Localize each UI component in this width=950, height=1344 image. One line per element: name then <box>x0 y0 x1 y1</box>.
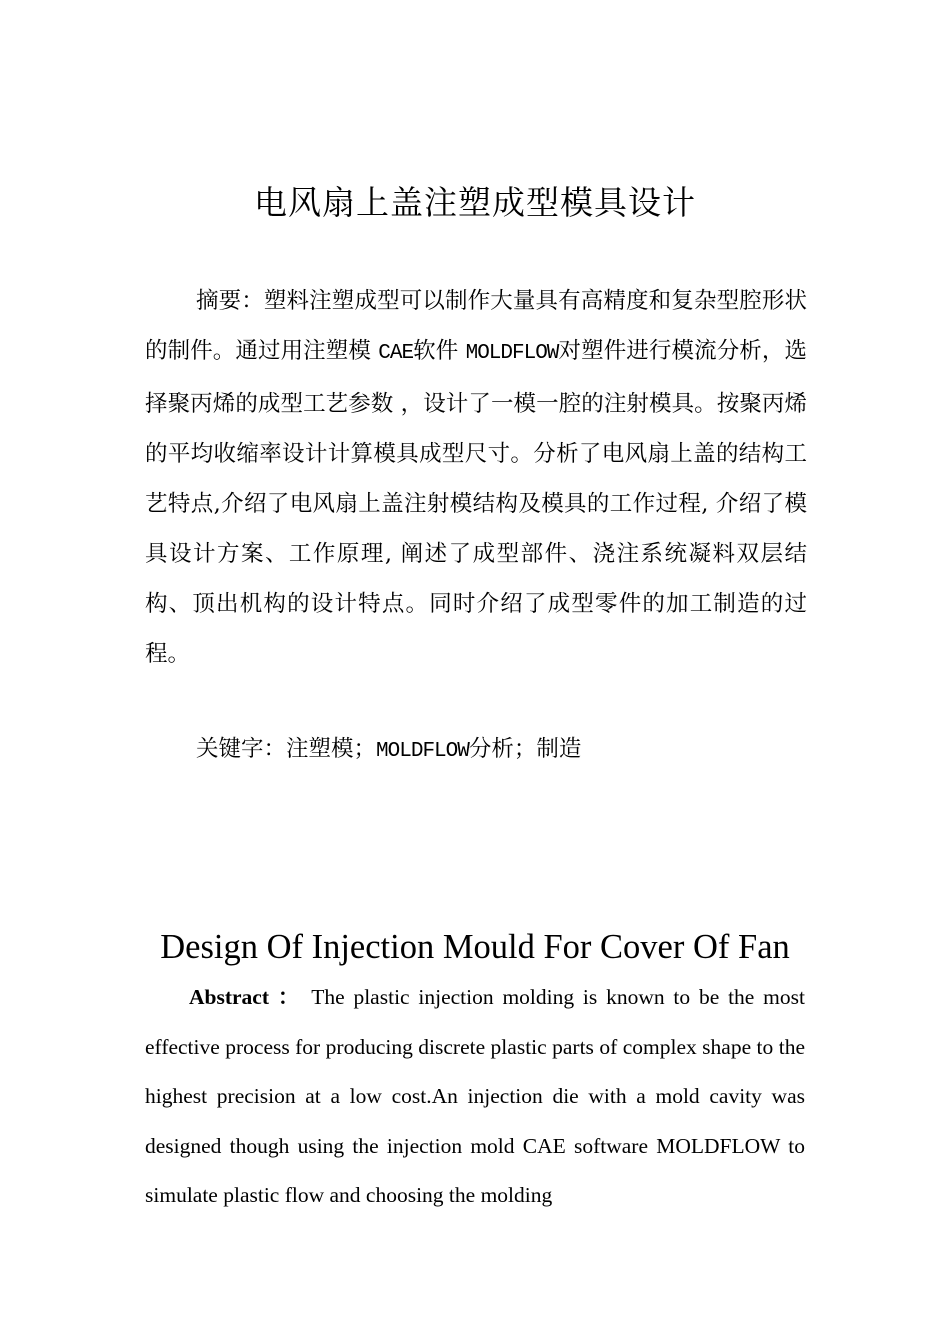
english-abstract-colon: ： <box>269 985 303 1009</box>
chinese-abstract-text-1: 塑料注塑成型可以制作大量具有高精度和复杂型腔形状的制件。通过用注塑模 <box>145 288 807 364</box>
chinese-keywords-label: 关键字： <box>196 736 287 762</box>
chinese-keywords <box>196 724 581 777</box>
chinese-abstract-cae: CAE <box>378 342 414 365</box>
chinese-title: 电风扇上盖注塑成型模具设计 <box>254 183 696 222</box>
chinese-abstract <box>145 276 807 679</box>
english-abstract <box>145 973 805 1221</box>
chinese-abstract-text-2: 软件 <box>413 338 466 364</box>
english-abstract-label: Abstract <box>189 985 270 1009</box>
english-abstract-text: The plastic injection molding is known to be the most effective process for producing discrete plastic parts of complex shape to the highest precision at a low cost.An injection die with a mold cavity was designed though using the injection mold CAE software MOLDFLOW to simulate plastic flow and choosing the molding <box>145 985 805 1207</box>
chinese-keyword-moldflow: MOLDFLOW <box>376 740 469 763</box>
chinese-abstract-moldflow: MOLDFLOW <box>465 342 559 365</box>
chinese-keyword-2: 分析；制造 <box>468 736 582 762</box>
chinese-abstract-text-3: 对塑件进行模流分析，选择聚丙烯的成型工艺参数 ，设计了一模一腔的注射模具。按聚丙烯的平均收缩率设计计算模具成型尺寸。分析了电风扇上盖的结构工艺特点,介绍了电风扇上盖注射模结构及模具的工作过程, 介绍了模具设计方案、工作原理, 阐述了成型部件、浇注系统凝料双层结构、顶出机构的设计特点。同时介绍了成型零件的加工制造的过程。 <box>145 338 807 667</box>
english-title: Design Of Injection Mould For Cover Of Fan <box>160 928 790 966</box>
chinese-abstract-label: 摘要： <box>196 288 264 314</box>
chinese-keyword-1: 注塑模； <box>286 736 377 762</box>
